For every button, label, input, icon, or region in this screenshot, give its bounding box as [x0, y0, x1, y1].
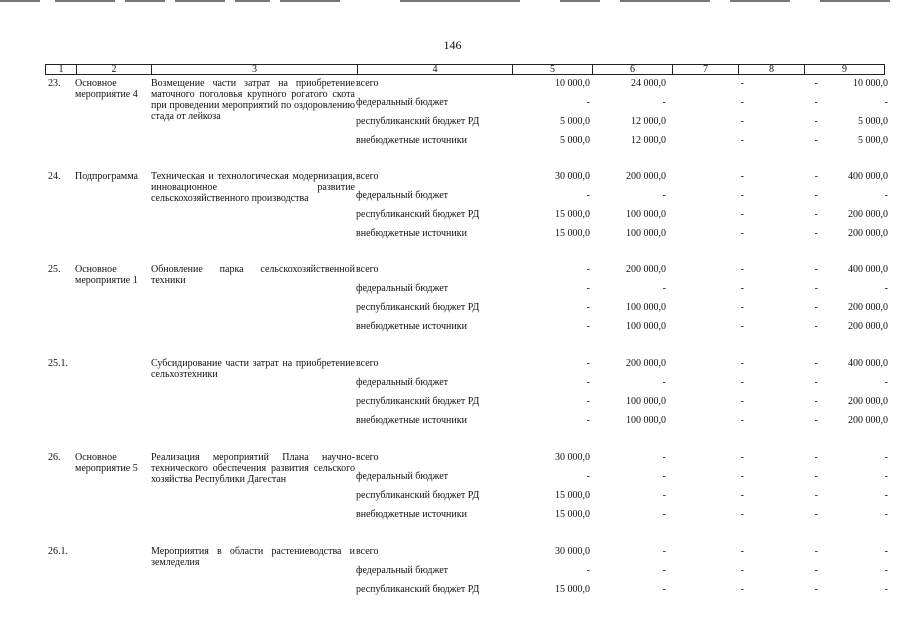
- value-col-6: 200 000,0: [626, 358, 666, 369]
- value-col-9: -: [884, 565, 888, 576]
- funding-source: федеральный бюджет: [356, 377, 449, 388]
- value-col-6: 100 000,0: [626, 396, 666, 407]
- value-col-5: -: [586, 302, 590, 313]
- funding-line: [356, 396, 888, 407]
- header-col-7: 7: [672, 65, 738, 74]
- funding-source: федеральный бюджет: [356, 190, 449, 201]
- value-col-7: -: [740, 97, 744, 108]
- value-col-6: 100 000,0: [626, 321, 666, 332]
- value-col-9: 200 000,0: [848, 302, 888, 313]
- value-col-8: -: [814, 565, 818, 576]
- row-number: 24.: [48, 171, 61, 182]
- value-col-8: -: [814, 78, 818, 89]
- value-col-5: -: [586, 264, 590, 275]
- value-col-8: -: [814, 171, 818, 182]
- funding-line: [356, 228, 888, 239]
- funding-source: федеральный бюджет: [356, 97, 449, 108]
- value-col-6: 100 000,0: [626, 302, 666, 313]
- value-col-8: -: [814, 358, 818, 369]
- funding-source: всего: [356, 78, 379, 89]
- value-col-5: 15 000,0: [555, 209, 590, 220]
- value-col-7: -: [740, 377, 744, 388]
- value-col-8: -: [814, 321, 818, 332]
- value-col-5: 15 000,0: [555, 584, 590, 595]
- value-col-5: 30 000,0: [555, 171, 590, 182]
- value-col-5: -: [586, 415, 590, 426]
- value-col-5: -: [586, 283, 590, 294]
- value-col-7: -: [740, 135, 744, 146]
- row-type: Основное мероприятие 1: [75, 264, 138, 286]
- value-col-6: 100 000,0: [626, 415, 666, 426]
- value-col-5: -: [586, 565, 590, 576]
- funding-line: [356, 321, 888, 332]
- value-col-8: -: [814, 97, 818, 108]
- funding-line: [356, 171, 888, 182]
- value-col-9: -: [884, 490, 888, 501]
- funding-line: [356, 135, 888, 146]
- funding-line: [356, 97, 888, 108]
- funding-line: [356, 565, 888, 576]
- funding-line: [356, 302, 888, 313]
- value-col-7: -: [740, 509, 744, 520]
- header-col-4: 4: [357, 65, 512, 74]
- value-col-5: -: [586, 377, 590, 388]
- value-col-7: -: [740, 283, 744, 294]
- value-col-9: 400 000,0: [848, 171, 888, 182]
- funding-line: [356, 584, 888, 595]
- value-col-5: 15 000,0: [555, 228, 590, 239]
- row-number: 26.1.: [48, 546, 68, 557]
- value-col-6: 200 000,0: [626, 171, 666, 182]
- funding-source: республиканский бюджет РД: [356, 116, 480, 127]
- funding-line: [356, 209, 888, 220]
- funding-source: федеральный бюджет: [356, 283, 449, 294]
- value-col-5: 5 000,0: [560, 116, 590, 127]
- value-col-7: -: [740, 471, 744, 482]
- value-col-9: 5 000,0: [858, 135, 888, 146]
- funding-source: республиканский бюджет РД: [356, 396, 480, 407]
- value-col-8: -: [814, 584, 818, 595]
- funding-line: [356, 116, 888, 127]
- value-col-9: 200 000,0: [848, 321, 888, 332]
- value-col-5: -: [586, 321, 590, 332]
- value-col-6: 24 000,0: [631, 78, 666, 89]
- value-col-9: -: [884, 546, 888, 557]
- row-description: Мероприятия в области растениеводства и земледелия: [151, 546, 355, 568]
- header-col-8: 8: [738, 65, 804, 74]
- funding-line: [356, 78, 888, 89]
- funding-line: [356, 264, 888, 275]
- value-col-8: -: [814, 283, 818, 294]
- row-description: Обновление парка сельскохозяйственной техники: [151, 264, 355, 286]
- value-col-9: 400 000,0: [848, 264, 888, 275]
- value-col-7: -: [740, 584, 744, 595]
- value-col-9: -: [884, 377, 888, 388]
- value-col-8: -: [814, 135, 818, 146]
- value-col-9: 200 000,0: [848, 396, 888, 407]
- header-col-1: 1: [58, 64, 64, 75]
- funding-source: внебюджетные источники: [356, 228, 467, 239]
- value-col-8: -: [814, 228, 818, 239]
- funding-line: [356, 358, 888, 369]
- funding-source: республиканский бюджет РД: [356, 302, 480, 313]
- value-col-6: -: [662, 509, 666, 520]
- table-header-row: [45, 64, 885, 75]
- value-col-9: -: [884, 452, 888, 463]
- funding-source: республиканский бюджет РД: [356, 209, 480, 220]
- value-col-7: -: [740, 565, 744, 576]
- funding-source: всего: [356, 358, 379, 369]
- value-col-7: -: [740, 302, 744, 313]
- value-col-7: -: [740, 228, 744, 239]
- value-col-9: -: [884, 190, 888, 201]
- value-col-9: -: [884, 509, 888, 520]
- value-col-5: -: [586, 471, 590, 482]
- value-col-5: -: [586, 396, 590, 407]
- row-number: 23.: [48, 78, 61, 89]
- row-description: Техническая и технологическая модернизация, инновационное развитие сельскохозяйственного производства: [151, 171, 355, 204]
- funding-source: федеральный бюджет: [356, 471, 449, 482]
- value-col-9: 5 000,0: [858, 116, 888, 127]
- funding-source: всего: [356, 171, 379, 182]
- funding-source: федеральный бюджет: [356, 565, 449, 576]
- value-col-5: 15 000,0: [555, 509, 590, 520]
- value-col-7: -: [740, 415, 744, 426]
- budget-table: [45, 64, 888, 595]
- value-col-7: -: [740, 209, 744, 220]
- value-col-7: -: [740, 358, 744, 369]
- row-number: 25.: [48, 264, 61, 275]
- value-col-7: -: [740, 116, 744, 127]
- value-col-5: -: [586, 358, 590, 369]
- value-col-5: 30 000,0: [555, 452, 590, 463]
- value-col-6: 12 000,0: [631, 116, 666, 127]
- row-number: 26.: [48, 452, 61, 463]
- value-col-9: -: [884, 471, 888, 482]
- funding-source: республиканский бюджет РД: [356, 490, 480, 501]
- row-number: 25.1.: [48, 358, 68, 369]
- value-col-7: -: [740, 452, 744, 463]
- row-type: Подпрограмма: [75, 171, 138, 182]
- value-col-8: -: [814, 116, 818, 127]
- funding-line: [356, 452, 888, 463]
- value-col-9: 200 000,0: [848, 228, 888, 239]
- value-col-8: -: [814, 415, 818, 426]
- value-col-8: -: [814, 471, 818, 482]
- funding-source: всего: [356, 264, 379, 275]
- funding-source: внебюджетные источники: [356, 415, 467, 426]
- row-description: Реализация мероприятий Плана научно-технического обеспечения развития сельского хозяйства Республики Дагестан: [151, 452, 355, 485]
- value-col-7: -: [740, 396, 744, 407]
- value-col-9: -: [884, 97, 888, 108]
- funding-line: [356, 415, 888, 426]
- value-col-5: 10 000,0: [555, 78, 590, 89]
- value-col-8: -: [814, 396, 818, 407]
- value-col-7: -: [740, 546, 744, 557]
- value-col-8: -: [814, 302, 818, 313]
- value-col-9: 10 000,0: [853, 78, 888, 89]
- value-col-5: -: [586, 97, 590, 108]
- value-col-9: -: [884, 283, 888, 294]
- value-col-9: -: [884, 584, 888, 595]
- funding-source: внебюджетные источники: [356, 321, 467, 332]
- value-col-8: -: [814, 377, 818, 388]
- value-col-5: 30 000,0: [555, 546, 590, 557]
- funding-source: всего: [356, 452, 379, 463]
- funding-source: внебюджетные источники: [356, 509, 467, 520]
- funding-source: внебюджетные источники: [356, 135, 467, 146]
- value-col-8: -: [814, 209, 818, 220]
- funding-line: [356, 509, 888, 520]
- value-col-7: -: [740, 321, 744, 332]
- value-col-6: -: [662, 452, 666, 463]
- header-col-2: 2: [76, 65, 151, 74]
- value-col-6: -: [662, 490, 666, 501]
- value-col-8: -: [814, 490, 818, 501]
- value-col-9: 200 000,0: [848, 415, 888, 426]
- funding-line: [356, 377, 888, 388]
- value-col-6: 100 000,0: [626, 209, 666, 220]
- value-col-8: -: [814, 452, 818, 463]
- row-description: Возмещение части затрат на приобретение маточного поголовья крупного рогатого скота при проведении мероприятий по оздоровлению стада от лейкоза: [151, 78, 355, 122]
- value-col-6: -: [662, 546, 666, 557]
- funding-line: [356, 490, 888, 501]
- value-col-8: -: [814, 264, 818, 275]
- value-col-6: -: [662, 584, 666, 595]
- top-edge: [0, 0, 905, 3]
- value-col-6: -: [662, 283, 666, 294]
- funding-line: [356, 283, 888, 294]
- value-col-6: -: [662, 471, 666, 482]
- value-col-7: -: [740, 78, 744, 89]
- value-col-9: 400 000,0: [848, 358, 888, 369]
- value-col-8: -: [814, 546, 818, 557]
- value-col-6: 12 000,0: [631, 135, 666, 146]
- row-type: Основное мероприятие 4: [75, 78, 138, 100]
- value-col-6: 100 000,0: [626, 228, 666, 239]
- header-col-3: 3: [151, 65, 357, 74]
- value-col-5: -: [586, 190, 590, 201]
- value-col-8: -: [814, 509, 818, 520]
- header-col-5: 5: [512, 65, 592, 74]
- value-col-6: -: [662, 377, 666, 388]
- funding-line: [356, 546, 888, 557]
- value-col-7: -: [740, 490, 744, 501]
- value-col-7: -: [740, 171, 744, 182]
- value-col-9: 200 000,0: [848, 209, 888, 220]
- value-col-5: 5 000,0: [560, 135, 590, 146]
- value-col-6: -: [662, 565, 666, 576]
- value-col-6: 200 000,0: [626, 264, 666, 275]
- row-type: Основное мероприятие 5: [75, 452, 138, 474]
- header-col-6: 6: [592, 65, 672, 74]
- value-col-5: 15 000,0: [555, 490, 590, 501]
- page-number: 146: [443, 38, 462, 52]
- value-col-8: -: [814, 190, 818, 201]
- row-description: Субсидирование части затрат на приобретение сельхозтехники: [151, 358, 355, 380]
- funding-line: [356, 471, 888, 482]
- funding-source: республиканский бюджет РД: [356, 584, 480, 595]
- value-col-7: -: [740, 264, 744, 275]
- funding-source: всего: [356, 546, 379, 557]
- funding-line: [356, 190, 888, 201]
- value-col-6: -: [662, 97, 666, 108]
- header-col-9: 9: [804, 65, 884, 74]
- value-col-7: -: [740, 190, 744, 201]
- value-col-6: -: [662, 190, 666, 201]
